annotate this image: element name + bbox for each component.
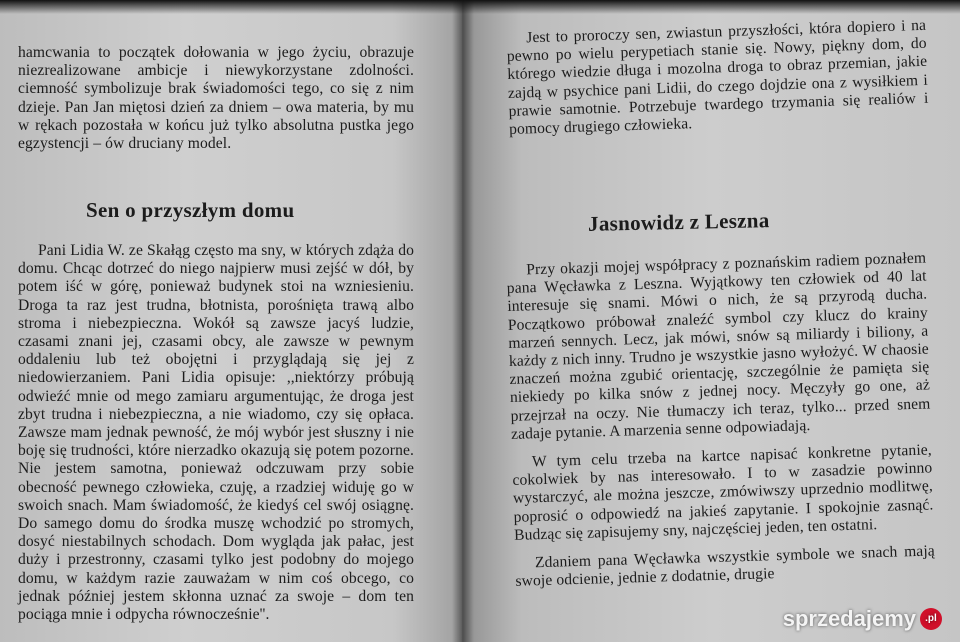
right-paragraph-2: W tym celu trzeba na kartce napisać konkretne pytanie, cokolwiek by nas interesowało. I to w zasadzie powinno wystarczyć, ale można jeszcze, zmówiwszy uprzednio modlitwę, poprosić o odpowiedź na jakieś zapytanie. I spokojnie zasnąć. Budząc się zapisujemy sny, najczęściej jeden, ten ostatni.	[512, 441, 934, 544]
watermark-logo	[783, 606, 942, 632]
right-heading: Jasnowidz z Leszna	[587, 208, 770, 236]
top-edge-shadow	[0, 0, 960, 14]
right-page	[462, 0, 960, 642]
left-heading: Sen o przyszłym domu	[86, 198, 295, 222]
left-page	[0, 0, 462, 642]
left-main-text: Pani Lidia W. ze Skałąg często ma sny, w których zdąża do domu. Chcąc dotrzeć do niego najpierw musi zejść w dół, by potem iść w górę, ponieważ budynek stoi na wzniesieniu. Droga ta raz jest trudna, błotnista, porośnięta trawą albo stroma i niebezpieczna. Wokół są zawsze jacyś ludzie, czasami znani jej, czasami obcy, ale zawsze w pewnym oddaleniu lub też obojętni i przyglądają się jej z niedowierzaniem. Pani Lidia opisuje: ,,niektórzy próbują odwieźć mnie od mego zamiaru argumentując, że droga jest zbyt trudna i niebezpieczna, a nie wiadomo, czy się opłaca. Zawsze mam jednak pewność, że mój wybór jest słuszny i nie boję się trudności, które nierzadko okazują się potem pozorne. Nie jestem samotna, ponieważ odczuwam przy sobie obecność pewnego człowieka, czuję, a rzadziej widuję go w swoich snach. Mam świadomość, że kiedyś cel swój osiągnę. Do samego domu do środka muszę wchodzić po stromych, dosyć niestabilnych schodach. Dom wygląda jak pałac, jest duży i przestronny, czasami tylko jest podobny do mojego domu, w każdym razie zauważam w nim coś obcego, co jednak później jestem skłonna uznać za swoje – dom ten pociąga mnie i odpycha równocześnie''.	[18, 242, 414, 624]
right-top-paragraph	[506, 17, 929, 139]
right-paragraph-3: Zdaniem pana Węcławka wszystkie symbole we snach mają swoje odcienie, jednie z dodatnie, drugie	[515, 542, 936, 591]
watermark-text: sprzedajemy	[782, 606, 916, 631]
left-top-text: hamcwania to początek dołowania w jego życiu, obrazuje niezrealizowane ambicje i niewykorzystane zdolności. ciemność symbolizuje brak świadomości tego, co się z nim dzieje. Pan Jan miętosi dzień za dniem – owa materia, by mu w rękach pozostała w końcu już tylko absolutna pustka jego egzystencji – ów druciany model.	[18, 44, 414, 153]
book-gutter-shadow	[452, 0, 474, 642]
left-top-paragraph	[18, 44, 414, 153]
right-paragraph-1: Przy okazji mojej współpracy z poznańskim radiem poznałem pana Węcławka z Leszna. Wyjątkowy ten człowiek od 40 lat interesuje się snami. Mówi o nich, że są przyrodą ducha. Początkowo próbował znaleźć symbol czy klucz do krainy marzeń sennych. Lecz, jak mówi, snów są miliardy i biliony, a każdy z nich inny. Trudno je wszystkie jasno wyłożyć. W chaosie znaczeń można zgubić orientację, szczególnie że pamięta się niekiedy po kilka snów z jednej nocy. Męczyły go one, aż przejrzał na oczy. Nie tłumaczy ich teraz, tylko... przed snem zadaje pytanie. A marzenia senne odpowiadają.	[506, 249, 931, 443]
right-body	[506, 250, 936, 592]
right-top-text: Jest to proroczy sen, zwiastun przyszłości, która dopiero i na pewno po wielu perypetiach stanie się. Nowy, piękny dom, do którego wiedzie długa i mozolna droga to obraz przemian, jakie zajdą w psychice pani Lidii, do czego dojdzie ona z wysiłkiem i prawie samotnie. Potrzebuje twardego trzymania się realiów i pomocy drugiego człowieka.	[506, 16, 929, 138]
watermark-badge-icon: .pl	[920, 608, 942, 630]
left-main-paragraph	[18, 242, 414, 624]
